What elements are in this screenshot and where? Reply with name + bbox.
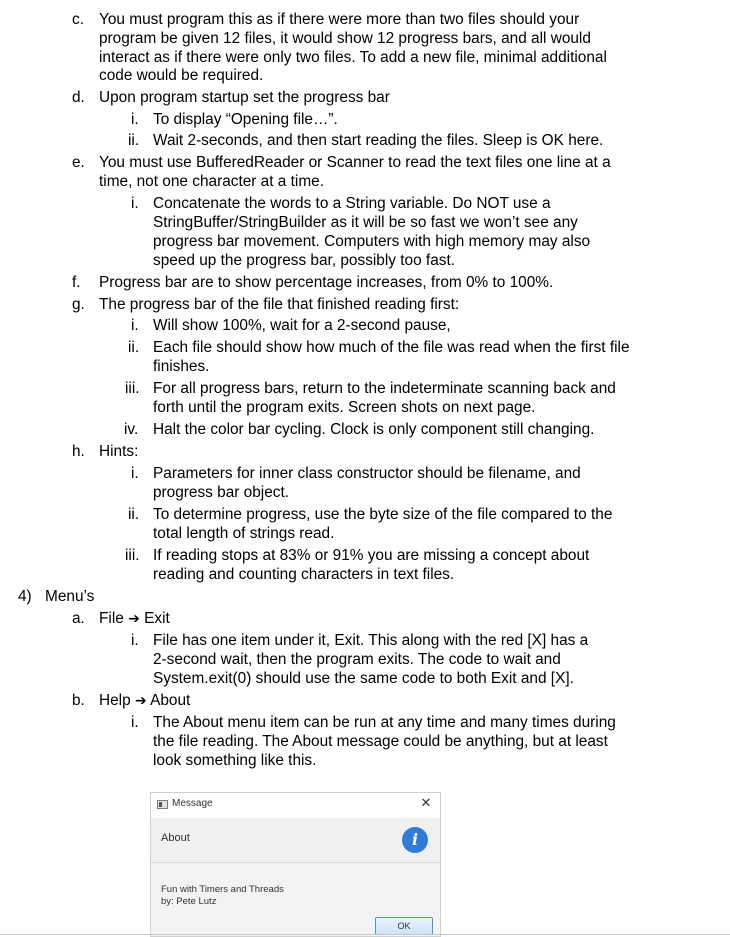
item-a-i-marker: i.	[131, 632, 139, 649]
item-h-i-marker: i.	[131, 465, 139, 482]
item-g-line: The progress bar of the file that finished reading first:	[99, 296, 460, 313]
item-d-ii-marker: ii.	[128, 132, 140, 149]
info-icon: i	[402, 827, 428, 853]
section-4-title: Menu’s	[45, 588, 95, 605]
item-c-line-1: You must program this as if there were more than two files should your	[99, 11, 580, 28]
item-g-ii-line-1: Each file should show how much of the file was read when the first file	[153, 339, 630, 356]
item-b-marker: b.	[72, 692, 85, 709]
item-d-i: To display “Opening file…”.	[153, 111, 338, 128]
item-d-ii: Wait 2-seconds, and then start reading the files. Sleep is OK here.	[153, 132, 604, 149]
item-b-left: Help	[99, 692, 131, 709]
item-d-marker: d.	[72, 89, 85, 106]
item-g-i: Will show 100%, wait for a 2-second pause,	[153, 317, 451, 334]
ok-button[interactable]: OK	[375, 917, 433, 935]
dialog-content-line-2: by: Pete Lutz	[161, 896, 217, 907]
right-arrow-icon: ➔	[128, 611, 140, 627]
item-e-i-line-2: StringBuffer/StringBuilder as it will be so fast we won’t see any	[153, 214, 578, 231]
item-e-i-marker: i.	[131, 195, 139, 212]
item-b-right: About	[150, 692, 191, 709]
item-a-right: Exit	[144, 610, 170, 627]
item-c-line-3: interact as if there were only two files. To add a new file, minimal additional	[99, 49, 607, 66]
item-g-iv-marker: iv.	[124, 421, 139, 438]
item-h-i-line-2: progress bar object.	[153, 484, 290, 501]
item-e-i-line-1: Concatenate the words to a String variable. Do NOT use a	[153, 195, 551, 212]
item-g-iii-line-2: forth until the program exits. Screen shots on next page.	[153, 399, 536, 416]
item-g-marker: g.	[72, 296, 85, 313]
item-h-iii-line-2: reading and counting characters in text files.	[153, 566, 455, 583]
item-h-ii-line-2: total length of strings read.	[153, 525, 335, 542]
item-d-i-marker: i.	[131, 111, 139, 128]
item-a-marker: a.	[72, 610, 85, 627]
item-e-i-line-3: progress bar movement. Computers with high memory may also	[153, 233, 591, 250]
section-4-marker: 4)	[18, 588, 32, 605]
item-a-i-line-2: 2-second wait, then the program exits. The code to wait and	[153, 651, 561, 668]
item-h-ii-marker: ii.	[128, 506, 140, 523]
item-g-ii-line-2: finishes.	[153, 358, 210, 375]
item-e-marker: e.	[72, 154, 85, 171]
item-d-line: Upon program startup set the progress bar	[99, 89, 390, 106]
item-e-line-2: time, not one character at a time.	[99, 173, 324, 190]
item-b-i-line-3: look something like this.	[153, 752, 317, 769]
item-g-i-marker: i.	[131, 317, 139, 334]
item-a-left: File	[99, 610, 124, 627]
item-a-line	[99, 609, 170, 630]
item-f-line: Progress bar are to show percentage increases, from 0% to 100%.	[99, 274, 554, 291]
item-c-line-4: code would be required.	[99, 67, 264, 84]
about-message-dialog	[150, 792, 441, 937]
item-g-ii-marker: ii.	[128, 339, 140, 356]
item-h-iii-line-1: If reading stops at 83% or 91% you are missing a concept about	[153, 547, 590, 564]
item-b-i-line-2: the file reading. The About message could be anything, but at least	[153, 733, 608, 750]
item-f-marker: f.	[72, 274, 81, 291]
item-h-ii-line-1: To determine progress, use the byte size of the file compared to the	[153, 506, 613, 523]
window-app-icon	[157, 800, 168, 809]
item-h-iii-marker: iii.	[125, 547, 140, 564]
page-bottom-rule	[0, 934, 730, 935]
item-h-i-line-1: Parameters for inner class constructor should be filename, and	[153, 465, 581, 482]
item-b-i-line-1: The About menu item can be run at any time and many times during	[153, 714, 616, 731]
item-h-line: Hints:	[99, 443, 139, 460]
item-c-marker: c.	[72, 11, 84, 28]
dialog-content-line-1: Fun with Timers and Threads	[161, 884, 284, 895]
item-b-i-marker: i.	[131, 714, 139, 731]
dialog-titlebar	[151, 793, 440, 818]
right-arrow-icon: ➔	[134, 693, 147, 709]
item-g-iv: Halt the color bar cycling. Clock is only component still changing.	[153, 421, 595, 438]
item-e-i-line-4: speed up the progress bar, possibly too fast.	[153, 252, 456, 269]
item-g-iii-line-1: For all progress bars, return to the indeterminate scanning back and	[153, 380, 616, 397]
item-b-line	[99, 691, 190, 712]
item-h-marker: h.	[72, 443, 85, 460]
item-a-i-line-3: System.exit(0) should use the same code to both Exit and [X].	[153, 670, 574, 687]
item-g-iii-marker: iii.	[125, 380, 140, 397]
close-icon[interactable]: ✕	[420, 796, 432, 811]
item-c-line-2: program be given 12 files, it would show 12 progress bars, and all would	[99, 30, 591, 47]
dialog-header-text: About	[161, 832, 190, 844]
item-e-line-1: You must use BufferedReader or Scanner to read the text files one line at a	[99, 154, 611, 171]
item-a-i-line-1: File has one item under it, Exit. This along with the red [X] has a	[153, 632, 589, 649]
dialog-header	[151, 818, 440, 863]
dialog-title: Message	[172, 798, 213, 809]
